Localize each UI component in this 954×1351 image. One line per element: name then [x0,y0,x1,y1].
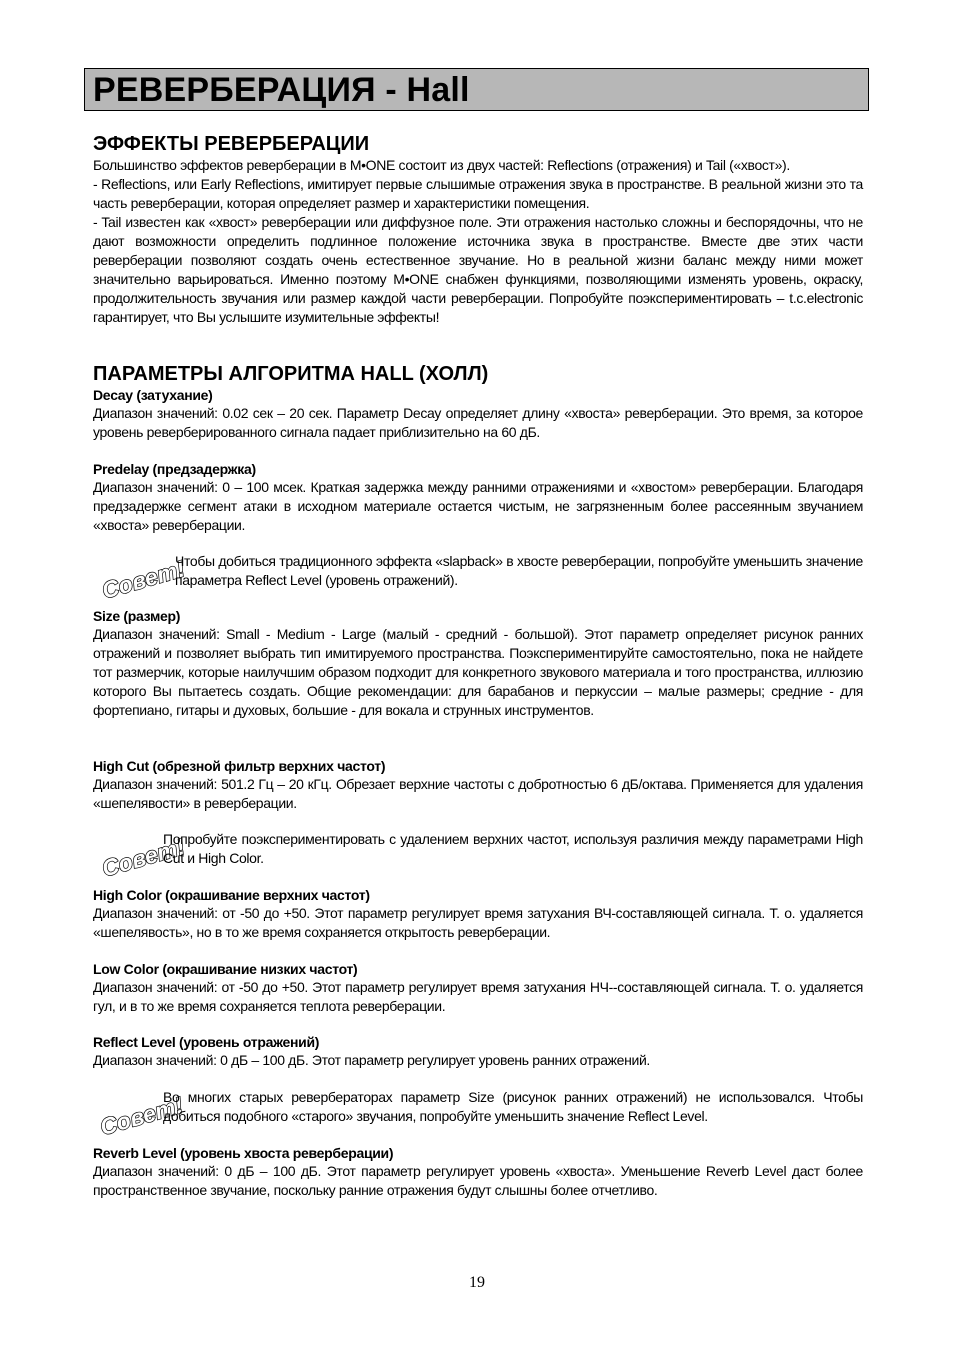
tip-badge-icon [97,833,188,882]
param-text-decay: Диапазон значений: 0.02 сек – 20 сек. Параметр Decay определяет длину «хвоста» реверберации. Это время, за которое уровень реверберированного сигнала падает приблизительно на 60 дБ. [93,405,863,440]
tip-box-1 [93,552,863,602]
param-text-highcolor: Диапазон значений: от -50 до +50. Этот параметр регулирует время затухания ВЧ-составляющей сигнала. Т. о. удаляется «шепелявость», но в то же время сохраняется открытость реверберации. [93,905,863,940]
section-effects [93,132,863,327]
tip-box-2 [93,830,863,880]
param-text-reflectlevel: Диапазон значений: 0 дБ – 100 дБ. Этот параметр регулирует уровень ранних отражений. [93,1052,650,1068]
param-reflectlevel [93,1033,863,1070]
tip-paragraph-3: Во многих старых ревербераторах параметр Size (рисунок ранних отражений) не использовался. Чтобы добиться подобного «старого» звучания, попробуйте уменьшить значение Reflect Level. [163,1089,863,1124]
param-title-lowcolor: Low Color (окрашивание низких частот) [93,961,358,977]
effects-paragraph-2: - Reflections, или Early Reflections, имитирует первые слышимые отражения звука в пространстве. В реальной жизни это та часть реверберации, которая определяет размер и характеристики помещения. [93,176,863,211]
section-heading-params: ПАРАМЕТРЫ АЛГОРИТМА HALL (ХОЛЛ) [93,363,489,385]
effects-paragraph-3: - Tail известен как «хвост» реверберации или диффузное поле. Эти отражения настолько сложны и беспорядочны, что не дают возможности определить подлинное положение источника звука в пространстве. Вместе две этих части реверберации позволяют создать очень естественное звучание. Но в реальной жизни баланс между ними может значительно варьироваться. Именно поэтому M•ONE снабжен функциями, позволяющими изменять уровень, окраску, продолжительность звучания или размер каждой части реверберации. Попробуйте поэкспериментировать – t.c.electronic гарантирует, что Вы услышите изумительные эффекты! [93,214,863,325]
param-text-lowcolor: Диапазон значений: от -50 до +50. Этот параметр регулирует время затухания НЧ--составляющей сигнала. Т. о. удаляется гул, и в то же время сохраняется теплота реверберации. [93,979,863,1014]
tip-badge-icon [97,1091,186,1141]
tip-badge-icon [97,555,188,604]
param-title-reflectlevel: Reflect Level (уровень отражений) [93,1034,320,1050]
tip-badge-label: Совет! [98,555,188,604]
param-title-highcolor: High Color (окрашивание верхних частот) [93,887,370,903]
param-reverblevel [93,1144,863,1200]
tip-text-1 [175,552,863,590]
tip-paragraph-2: Попробуйте поэкспериментировать с удалением верхних частот, используя различия между параметрами High Cut и High Color. [163,831,863,866]
param-highcolor [93,886,863,942]
param-title-predelay: Predelay (предзадержка) [93,461,256,477]
tip-box-3 [93,1088,863,1141]
param-title-highcut: High Cut (обрезной фильтр верхних частот) [93,758,386,774]
tip-text-3 [163,1088,863,1126]
param-text-predelay: Диапазон значений: 0 – 100 мсек. Краткая задержка между ранними отражениями и «хвостом» реверберации. Благодаря предзадержке сегмент атаки в исходном материале остается чистым, не загрязненным более рассеянным звучанием «хвоста» реверберации. [93,479,863,533]
page-number: 19 [469,1274,485,1291]
param-title-decay: Decay (затухание) [93,387,213,403]
param-highcut [93,757,863,813]
tip-paragraph-1: Чтобы добиться традиционного эффекта «slapback» в хвосте реверберации, попробуйте уменьшить значение параметра Reflect Level (уровень отражений). [175,553,863,588]
param-text-highcut: Диапазон значений: 501.2 Гц – 20 кГц. Обрезает верхние частоты с добротностью 6 дБ/октава. Применяется для удаления «шепелявости» в реверберации. [93,776,863,811]
param-size [93,607,863,720]
param-predelay [93,460,863,535]
param-text-reverblevel: Диапазон значений: 0 дБ – 100 дБ. Этот параметр регулирует уровень «хвоста». Уменьшение Reverb Level даст более пространственное звучание, поскольку ранние отражения будут слышны более отчетливо. [93,1163,863,1198]
page-title-banner [84,68,869,111]
param-lowcolor [93,960,863,1016]
param-title-reverblevel: Reverb Level (уровень хвоста реверберации) [93,1145,394,1161]
tip-badge-label: Совет! [98,833,188,882]
param-title-size: Size (размер) [93,608,181,624]
tip-text-2 [163,830,863,868]
effects-paragraph-1: Большинство эффектов реверберации в M•ONE состоит из двух частей: Reflections (отражения) и Tail («хвост»). [93,157,790,173]
tip-badge-label: Совет! [97,1091,186,1141]
param-text-size: Диапазон значений: Small - Medium - Large (малый - средний - большой). Этот параметр определяет рисунок ранних отражений и позволяет выбрать тип имитируемого пространства. Поэкспериментируйте самостоятельно, пока не найдете тот размерчик, которые наилучшим образом подходит для конкретного звукового материала и того пространства, иллюзию которого Вы пытаетесь создать. Общие рекомендации: для барабанов и перкуссии – малые размеры; средние - для фортепиано, гитары и духовых, большие - для вокала и струнных инструментов. [93,626,863,718]
section-params [93,362,863,442]
section-heading-effects: ЭФФЕКТЫ РЕВЕРБЕРАЦИИ [93,133,370,155]
page-title: РЕВЕРБЕРАЦИЯ - Hall [93,71,470,109]
